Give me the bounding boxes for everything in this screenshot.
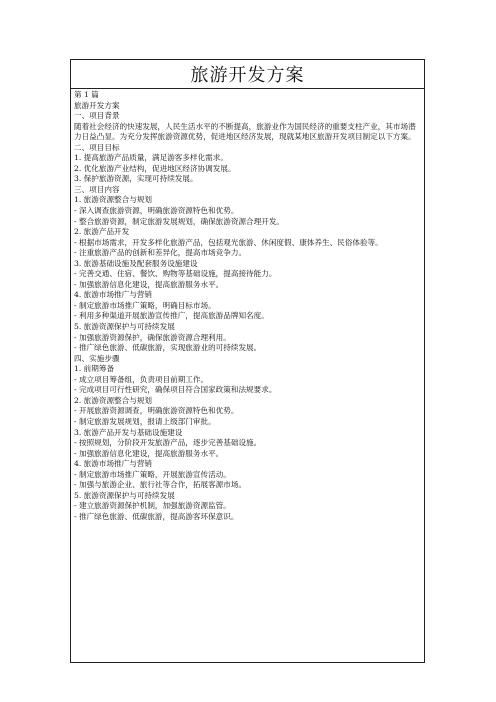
list-item: - 完成项目可行性研究，确保项目符合国家政策和法规要求。 xyxy=(74,385,277,395)
subsection-heading: 2. 旅游产品开发 xyxy=(74,227,130,237)
document-body xyxy=(71,89,424,522)
list-item: - 开展旅游资源调查，明确旅游资源特色和优势。 xyxy=(74,406,239,416)
list-item: 1. 提高旅游产品质量，满足游客多样化需求。 xyxy=(74,153,228,163)
list-item: 3. 保护旅游资源，实现可持续发展。 xyxy=(74,174,198,184)
list-item: - 按照规划，分阶段开发旅游产品，逐步完善基础设施。 xyxy=(74,438,262,448)
section-heading: 二、项目目标 xyxy=(74,142,120,152)
subsection-heading: 4. 旅游市场推广与营销 xyxy=(74,459,153,469)
list-item: - 制定旅游市场推广策略，开展旅游宣传活动。 xyxy=(74,469,231,479)
section-heading: 四、实施步骤 xyxy=(74,353,120,363)
subsection-heading: 3. 旅游基础设施及配套服务设施建设 xyxy=(74,258,198,268)
document-table xyxy=(70,59,425,663)
subsection-heading: 1. 前期筹备 xyxy=(74,364,115,374)
list-item: - 加强与旅游企业、旅行社等合作，拓展客源市场。 xyxy=(74,480,247,490)
list-item: - 完善交通、住宿、餐饮、购物等基础设施，提高接待能力。 xyxy=(74,269,277,279)
list-item: - 推广绿色旅游、低碳旅游，提高游客环保意识。 xyxy=(74,511,239,521)
list-item: - 利用多种渠道开展旅游宣传推广，提高旅游品牌知名度。 xyxy=(74,311,269,321)
section-heading: 三、项目内容 xyxy=(74,184,120,194)
subsection-heading: 1. 旅游资源整合与规划 xyxy=(74,195,153,205)
document-title: 旅游开发方案 xyxy=(71,60,424,89)
subsection-heading: 2. 旅游资源整合与规划 xyxy=(74,395,153,405)
list-item: - 制定旅游发展规划，报请上级部门审批。 xyxy=(74,416,216,426)
list-item: - 建立旅游资源保护机制，加强旅游资源监管。 xyxy=(74,501,231,511)
background-paragraph: 随着社会经济的快速发展，人民生活水平的不断提高，旅游业作为国民经济的重要支柱产业，其市场潜力日益凸显。为充分发挥旅游资源优势，促进地区经济发展，现就某地区旅游开发项目制定以下方案。 xyxy=(74,121,416,142)
list-item: - 推广绿色旅游、低碳旅游，实现旅游业的可持续发展。 xyxy=(74,343,262,353)
article-number: 第 1 篇 xyxy=(74,90,99,99)
list-item: - 加强旅游信息化建设，提高旅游服务水平。 xyxy=(74,279,224,289)
list-item: - 成立项目筹备组，负责项目前期工作。 xyxy=(74,374,209,384)
list-item: - 根据市场需求，开发多样化旅游产品，包括观光旅游、休闲度假、康体养生、民俗体验等。 xyxy=(74,237,383,247)
list-item: - 制定旅游市场推广策略，明确目标市场。 xyxy=(74,300,216,310)
section-heading: 一、项目背景 xyxy=(74,111,120,121)
list-item: - 加强旅游资源保护，确保旅游资源合理利用。 xyxy=(74,332,231,342)
list-item: - 加强旅游信息化建设，提高旅游服务水平。 xyxy=(74,448,224,458)
article-title: 旅游开发方案 xyxy=(74,100,120,110)
subsection-heading: 3. 旅游产品开发与基础设施建设 xyxy=(74,427,183,437)
subsection-heading: 4. 旅游市场推广与营销 xyxy=(74,290,153,300)
list-item: - 深入调查旅游资源，明确旅游资源特色和优势。 xyxy=(74,206,239,216)
list-item: - 整合旅游资源，制定旅游发展规划，确保旅游资源合理开发。 xyxy=(74,216,285,226)
subsection-heading: 5. 旅游资源保护与可持续发展 xyxy=(74,490,175,500)
subsection-heading: 5. 旅游资源保护与可持续发展 xyxy=(74,322,175,332)
list-item: - 注重旅游产品的创新和差异化，提高市场竞争力。 xyxy=(74,248,247,258)
list-item: 2. 优化旅游产业结构，促进地区经济协调发展。 xyxy=(74,163,236,173)
